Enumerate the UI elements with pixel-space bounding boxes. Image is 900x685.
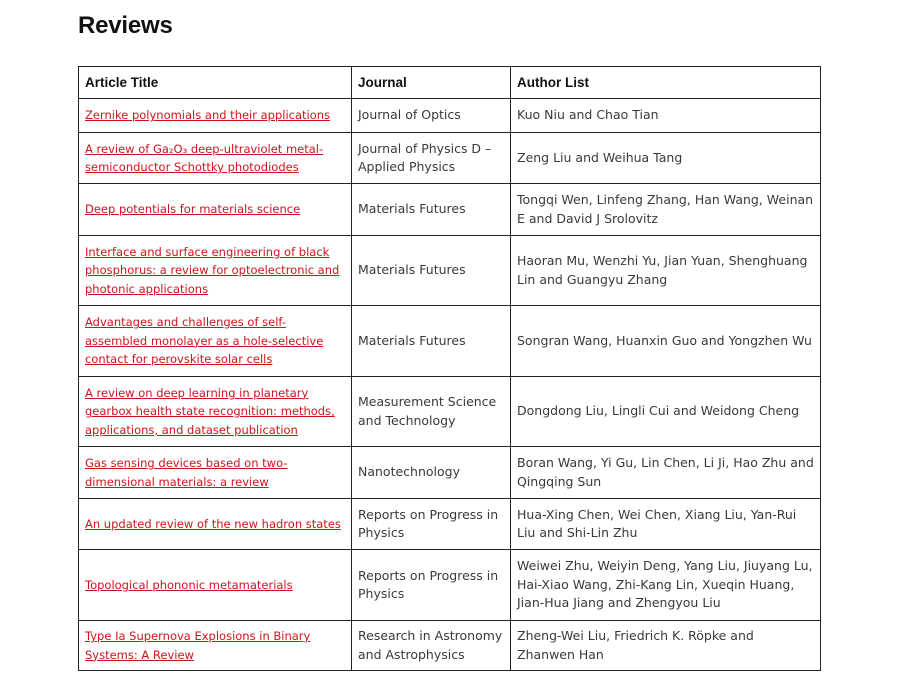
title-cell — [79, 377, 352, 447]
journal-cell: Research in Astronomy and Astrophysics — [352, 621, 511, 671]
journal-cell: Materials Futures — [352, 306, 511, 377]
table-row — [79, 621, 821, 671]
article-title-link[interactable]: Interface and surface engineering of black phosphorus: a review for optoelectronic and photonic applications — [85, 244, 340, 296]
title-cell — [79, 184, 352, 236]
table-row — [79, 499, 821, 550]
table-row — [79, 306, 821, 377]
title-cell — [79, 447, 352, 499]
table-row — [79, 184, 821, 236]
authors-cell: Haoran Mu, Wenzhi Yu, Jian Yuan, Shenghuang Lin and Guangyu Zhang — [511, 236, 821, 306]
article-title-link[interactable]: Zernike polynomials and their applications — [85, 108, 331, 123]
authors-cell: Hua-Xing Chen, Wei Chen, Xiang Liu, Yan-Rui Liu and Shi-Lin Zhu — [511, 499, 821, 550]
article-title-link[interactable]: A review of Ga₂O₃ deep-ultraviolet metal-semiconductor Schottky photodiodes — [85, 141, 324, 174]
authors-cell: Boran Wang, Yi Gu, Lin Chen, Li Ji, Hao Zhu and Qingqing Sun — [511, 447, 821, 499]
table-row — [79, 447, 821, 499]
authors-cell: Zheng-Wei Liu, Friedrich K. Röpke and Zhanwen Han — [511, 621, 821, 671]
header-author-list: Author List — [511, 67, 821, 99]
journal-cell: Reports on Progress in Physics — [352, 550, 511, 621]
title-cell — [79, 306, 352, 377]
title-cell — [79, 550, 352, 621]
table-row — [79, 99, 821, 133]
journal-cell: Journal of Physics D – Applied Physics — [352, 133, 511, 184]
table-row — [79, 550, 821, 621]
journal-cell: Measurement Science and Technology — [352, 377, 511, 447]
article-title-link[interactable]: Type Ia Supernova Explosions in Binary Systems: A Review — [85, 629, 311, 662]
header-article-title: Article Title — [79, 67, 352, 99]
authors-cell: Dongdong Liu, Lingli Cui and Weidong Cheng — [511, 377, 821, 447]
title-cell — [79, 236, 352, 306]
article-title-link[interactable]: A review on deep learning in planetary gearbox health state recognition: methods, applications, and dataset publication — [85, 385, 335, 437]
journal-cell: Nanotechnology — [352, 447, 511, 499]
title-cell — [79, 99, 352, 133]
article-title-link[interactable]: Advantages and challenges of self-assembled monolayer as a hole-selective contact for perovskite solar cells — [85, 315, 324, 367]
article-title-link[interactable]: Gas sensing devices based on two-dimensional materials: a review — [85, 456, 288, 489]
table-row — [79, 236, 821, 306]
journal-cell: Reports on Progress in Physics — [352, 499, 511, 550]
table-header-row — [79, 67, 821, 99]
article-title-link[interactable]: Topological phononic metamaterials — [85, 577, 293, 592]
authors-cell: Zeng Liu and Weihua Tang — [511, 133, 821, 184]
authors-cell: Kuo Niu and Chao Tian — [511, 99, 821, 133]
title-cell — [79, 621, 352, 671]
page-title: Reviews — [78, 12, 173, 39]
journal-cell: Materials Futures — [352, 184, 511, 236]
journal-cell: Journal of Optics — [352, 99, 511, 133]
authors-cell: Tongqi Wen, Linfeng Zhang, Han Wang, Weinan E and David J Srolovitz — [511, 184, 821, 236]
title-cell — [79, 499, 352, 550]
journal-cell: Materials Futures — [352, 236, 511, 306]
authors-cell: Weiwei Zhu, Weiyin Deng, Yang Liu, Jiuyang Lu, Hai-Xiao Wang, Zhi-Kang Lin, Xueqin Huang, Jian-Hua Jiang and Zhengyou Liu — [511, 550, 821, 621]
title-cell — [79, 133, 352, 184]
table-row — [79, 133, 821, 184]
reviews-table — [78, 66, 821, 671]
header-journal: Journal — [352, 67, 511, 99]
article-title-link[interactable]: An updated review of the new hadron states — [85, 516, 341, 531]
article-title-link[interactable]: Deep potentials for materials science — [85, 202, 301, 217]
table-row — [79, 377, 821, 447]
authors-cell: Songran Wang, Huanxin Guo and Yongzhen Wu — [511, 306, 821, 377]
